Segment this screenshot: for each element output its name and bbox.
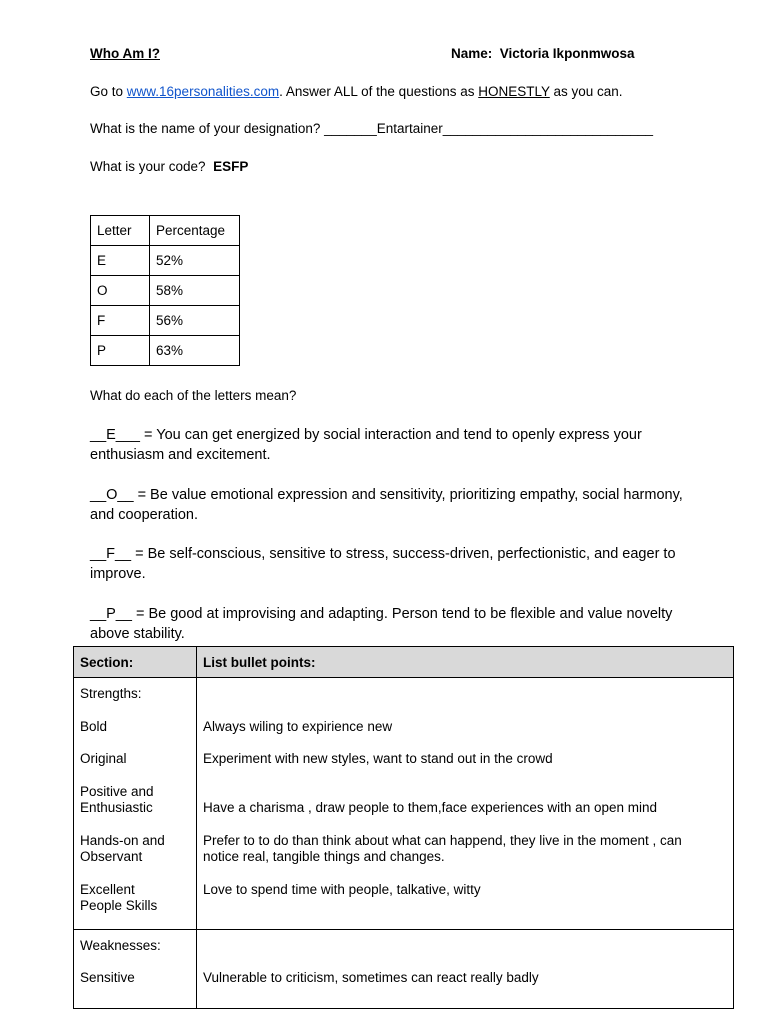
letter-cell: F [91,306,150,336]
intro-emphasis: HONESTLY [478,84,550,99]
strength-point: Have a charisma , draw people to them,face experiences with an open mind [203,800,657,815]
letter-cell: E [91,246,150,276]
strength-name: Observant [80,849,143,864]
weakness-name: Sensitive [80,970,135,985]
table-row [91,276,240,306]
designation-answer: Entartainer [376,121,443,136]
weakness-point: Vulnerable to criticism, sometimes can react really badly [203,970,539,985]
letter-percentage-table [90,215,240,366]
code-question: What is your code? [90,159,206,174]
intro-prefix: Go to [90,84,127,99]
strength-point: Experiment with new styles, want to stand out in the crowd [203,751,553,766]
strength-name: Original [80,751,127,766]
weaknesses-label: Weaknesses: [80,937,161,953]
letter-header: Letter [91,216,150,246]
section-table [73,646,734,1009]
table-row [91,336,240,366]
strength-point: notice real, tangible things and changes. [203,849,445,864]
percentage-cell: 52% [150,246,240,276]
name-value: Victoria Ikponmwosa [499,46,635,61]
percentage-header: Percentage [150,216,240,246]
designation-question: What is the name of your designation? [90,121,325,136]
strength-point [203,784,727,801]
bullet-points-header: List bullet points: [197,647,734,678]
percentage-cell: 63% [150,336,240,366]
strength-name: Hands-on and [80,832,165,848]
code-answer: ESFP [213,159,249,174]
percentage-cell: 58% [150,276,240,306]
personalities-link[interactable]: www.16personalities.com [126,84,280,99]
strength-name: Bold [80,718,108,734]
table-header-row [91,216,240,246]
name-label: Name: [451,46,493,61]
strengths-points-cell [197,678,734,930]
table-row [91,246,240,276]
section-header: Section: [74,647,197,678]
strengths-section-cell [74,678,197,930]
meaning-f: __F__ = Be self-conscious, sensitive to stress, success-driven, perfectionistic, and eager to improve. [90,546,676,582]
strength-point: Love to spend time with people, talkative, witty [203,881,481,897]
strength-name: Enthusiastic [80,800,153,815]
strength-name: Positive and [80,783,154,799]
page-title: Who Am I? [90,46,160,61]
designation-blank-before: _______ [324,121,377,136]
weaknesses-section-cell [74,929,197,1008]
strength-point: Always wiling to expirience new [203,718,393,734]
meaning-e: __E___ = You can get energized by social interaction and tend to openly express your enthusiasm and excitement. [90,427,642,463]
strengths-label: Strengths: [80,686,142,701]
strengths-row [74,678,734,930]
name-line [451,46,635,61]
designation-blank-after: ____________________________ [442,121,653,136]
letter-cell: O [91,276,150,306]
designation-line [90,121,653,136]
strength-name: People Skills [80,898,158,913]
section-table-header [74,647,734,678]
weaknesses-points-cell [197,929,734,1008]
meaning-question: What do each of the letters mean? [90,388,297,403]
letter-cell: P [91,336,150,366]
table-row [91,306,240,336]
intro-line [90,84,623,99]
percentage-cell: 56% [150,306,240,336]
meaning-p: __P__ = Be good at improvising and adapting. Person tend to be flexible and value novelty above stability. [90,606,673,642]
code-line [90,159,248,174]
meaning-o: __O__ = Be value emotional expression and sensitivity, prioritizing empathy, social harmony, and cooperation. [90,487,683,523]
strength-point: Prefer to to do than think about what can happend, they live in the moment , can [203,832,682,848]
strength-name: Excellent [80,881,135,897]
intro-suffix: as you can. [549,84,623,99]
intro-mid: . Answer ALL of the questions as [279,84,479,99]
weaknesses-row [74,929,734,1008]
